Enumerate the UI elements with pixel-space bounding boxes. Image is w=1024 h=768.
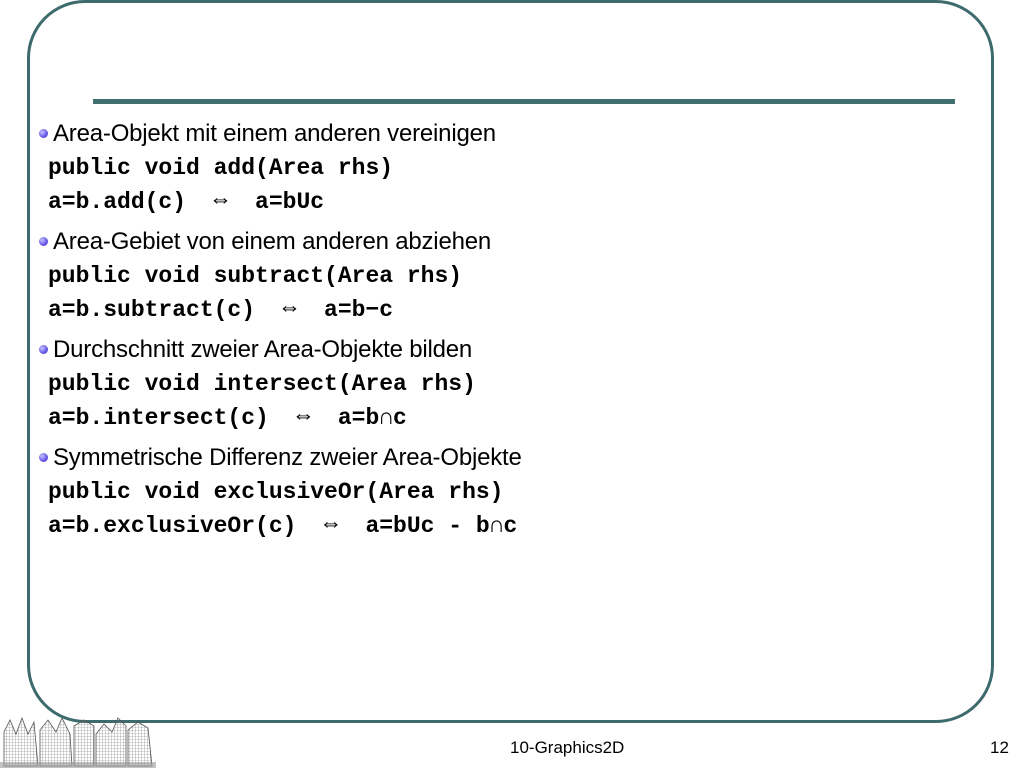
code-example: a=b.add(c) ⇔ a=bUc xyxy=(48,189,325,215)
bullet-text: Symmetrische Differenz zweier Area-Objekte xyxy=(53,444,522,471)
page-number: 12 xyxy=(990,738,1009,757)
bullet-item xyxy=(37,225,967,327)
code-example: a=b.intersect(c) ⇔ a=b∩c xyxy=(48,405,407,431)
bullet-dot-icon xyxy=(39,345,48,354)
code-example: a=b.exclusiveOr(c) ⇔ a=bUc - b∩c xyxy=(48,513,518,539)
footer-chapter-label: 10-Graphics2D xyxy=(510,738,625,757)
title-divider xyxy=(93,99,955,104)
code-signature: public void add(Area rhs) xyxy=(48,155,394,181)
bullet-dot-icon xyxy=(39,237,48,246)
bullet-text: Durchschnitt zweier Area-Objekte bilden xyxy=(53,336,473,363)
code-signature: public void subtract(Area rhs) xyxy=(48,263,463,289)
code-example: a=b.subtract(c) ⇔ a=b−c xyxy=(48,297,394,323)
bullet-line xyxy=(37,117,967,151)
code-signature: public void exclusiveOr(Area rhs) xyxy=(48,479,504,505)
bullet-dot-icon xyxy=(39,129,48,138)
university-logo xyxy=(0,712,156,768)
bullet-line xyxy=(37,441,967,475)
bullet-dot-icon xyxy=(39,453,48,462)
bullet-line xyxy=(37,333,967,367)
bullet-text: Area-Objekt mit einem anderen vereinigen xyxy=(53,120,496,147)
bullet-item xyxy=(37,117,967,219)
bullet-item xyxy=(37,441,967,543)
bullet-item xyxy=(37,333,967,435)
bullet-line xyxy=(37,225,967,259)
slide-content xyxy=(37,117,967,549)
bullet-text: Area-Gebiet von einem anderen abziehen xyxy=(53,228,492,255)
code-signature: public void intersect(Area rhs) xyxy=(48,371,476,397)
